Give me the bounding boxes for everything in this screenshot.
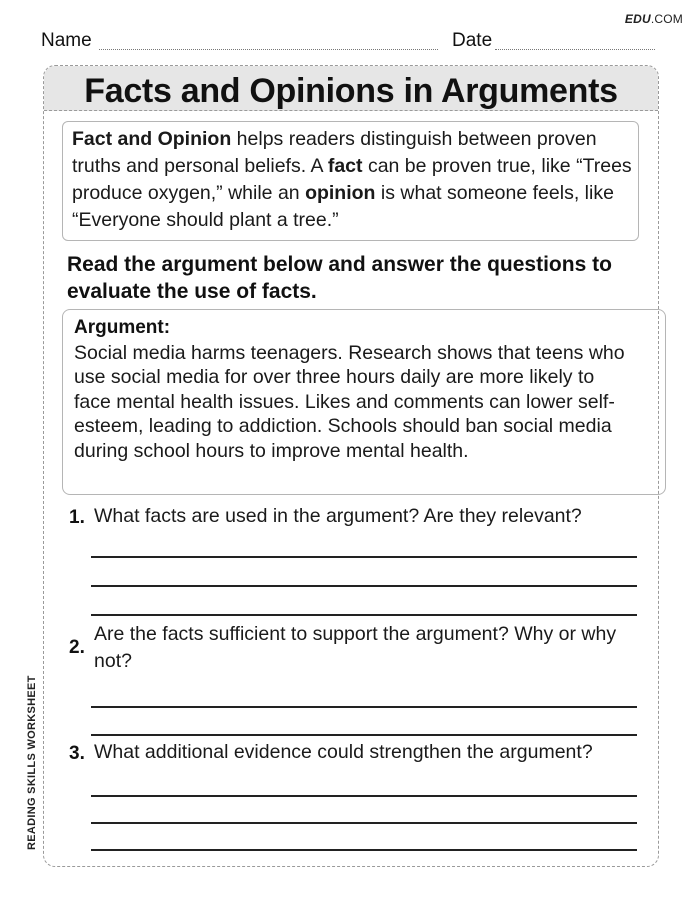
definition-text [72,126,632,234]
term-fact-and-opinion: Fact and Opinion [72,128,232,150]
answer-line-2b[interactable] [91,734,637,736]
logo-com: .COM [650,12,683,26]
instructions: Read the argument below and answer the questions to evaluate the use of facts. [67,253,612,303]
title-bar [44,66,658,111]
answer-line-3a[interactable] [91,795,637,797]
answer-line-1a[interactable] [91,556,637,558]
answer-line-1b[interactable] [91,585,637,587]
argument-text: Social media harms teenagers. Research shows that teens who use social media for over three hours daily are more likely to face mental health issues. Likes and comments can lower self-esteem, leading to addiction. Schools should ban social media during school hours to improve mental health. [74,342,625,462]
date-label: Date [452,30,493,51]
argument-title: Argument: [74,317,171,338]
answer-line-2a[interactable] [91,706,637,708]
answer-line-3c[interactable] [91,849,637,851]
question-1-text: What facts are used in the argument? Are they relevant? [94,505,582,527]
question-3-text: What additional evidence could strengthen the argument? [94,741,593,763]
question-2-text: Are the facts sufficient to support the argument? Why or why not? [94,623,617,672]
term-opinion: opinion [305,182,376,204]
definition-part-2: can be proven true, like “Trees produce oxygen,” while an [72,155,632,204]
edu-logo [625,12,683,26]
definition-part-1: helps readers distinguish between proven truths and personal beliefs. A [72,128,597,177]
question-2-number: 2. [69,637,85,658]
date-line[interactable] [495,49,655,50]
answer-line-1c[interactable] [91,614,637,616]
definition-part-3: is what someone feels, like “Everyone should plant a tree.” [72,182,614,231]
question-1-number: 1. [69,507,85,528]
side-label: READING SKILLS WORKSHEET [26,675,38,850]
page-title: Facts and Opinions in Arguments [84,72,618,110]
name-label: Name [41,30,92,51]
term-fact: fact [327,155,363,177]
name-line[interactable] [99,49,438,50]
question-3-number: 3. [69,743,85,764]
logo-edu: EDU [624,12,651,26]
answer-line-3b[interactable] [91,822,637,824]
